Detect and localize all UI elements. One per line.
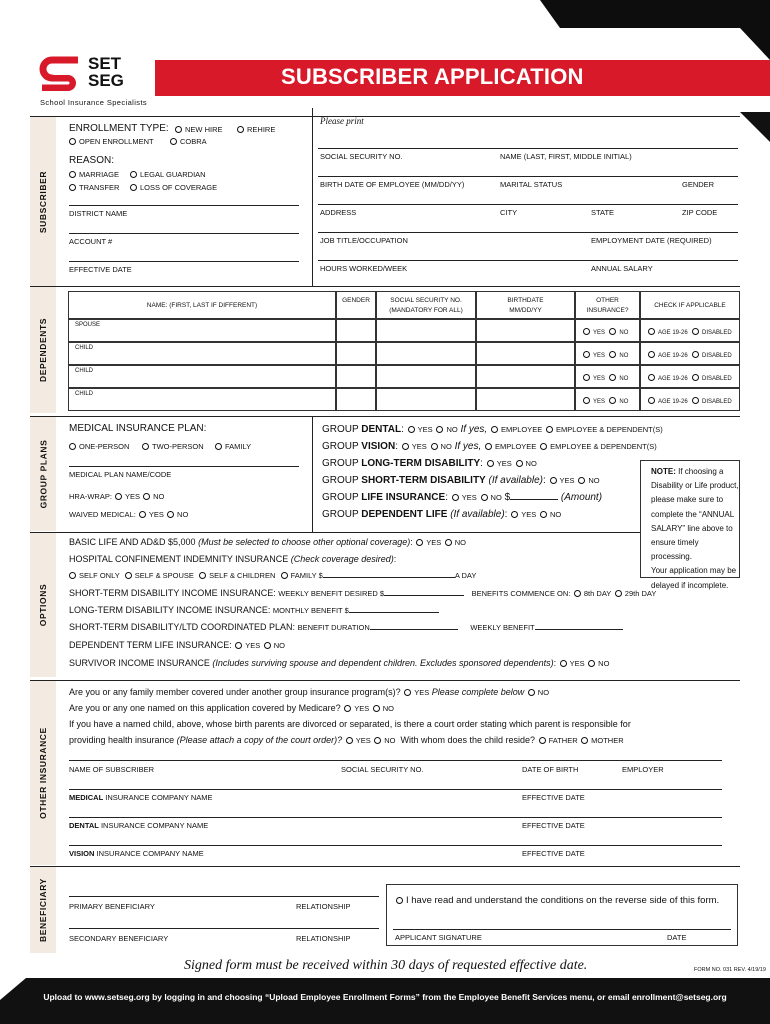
state-label: STATE: [591, 208, 615, 217]
life-amount-field[interactable]: [510, 499, 558, 500]
radio-icon[interactable]: [583, 328, 590, 335]
hours-worked-label: HOURS WORKED/WEEK: [320, 264, 408, 273]
note-line: Disability or Life product,: [651, 481, 739, 491]
dependent-cell: [575, 342, 640, 365]
group-dental-row: GROUP DENTAL: YES NO If yes, EMPLOYEE EMPLOYEE & DEPENDENT(S): [322, 424, 663, 435]
radio-icon[interactable]: [648, 397, 655, 404]
group-std-row: GROUP SHORT-TERM DISABILITY (If available): YES NO: [322, 475, 600, 486]
logo-text-set: SET: [88, 54, 122, 73]
dependent-cell[interactable]: [68, 388, 336, 411]
dependent-cell[interactable]: [336, 388, 376, 411]
other-insurance-choice: YES NO: [582, 397, 628, 405]
medical-effective-label: EFFECTIVE DATE: [522, 793, 585, 802]
col-name-header: NAME: (FIRST, LAST IF DIFFERENT): [146, 302, 258, 309]
group-ltd-row: GROUP LONG-TERM DISABILITY: YES NO: [322, 458, 537, 469]
radio-icon[interactable]: [692, 351, 699, 358]
note-line: If choosing a: [678, 467, 724, 476]
note-title: NOTE:: [651, 467, 676, 476]
radio-icon[interactable]: [540, 443, 547, 450]
marriage-option[interactable]: MARRIAGE: [68, 170, 119, 179]
radio-icon[interactable]: [540, 511, 547, 518]
subscriber-section-label: SUBSCRIBER: [38, 170, 49, 234]
group-life-row: GROUP LIFE INSURANCE: YES NO $ (Amount): [322, 492, 603, 503]
applicable-choice: AGE 19-26 DISABLED: [647, 328, 732, 336]
col-check-header: CHECK IF APPLICABLE: [654, 302, 726, 309]
dependent-cell[interactable]: [376, 388, 476, 411]
radio-icon[interactable]: [115, 493, 122, 500]
radio-icon: [142, 443, 149, 450]
q3-line2: providing health insurance (Please attach a copy of the court order)? YES NO With whom does the child reside? FATHER MOTHER: [69, 735, 624, 745]
dependent-cell: [575, 388, 640, 411]
medical-plan-label: MEDICAL INSURANCE PLAN:: [69, 423, 207, 434]
dependent-cell[interactable]: [336, 342, 376, 365]
radio-icon[interactable]: [445, 539, 452, 546]
radio-icon[interactable]: [648, 374, 655, 381]
applicable-choice: AGE 19-26 DISABLED: [647, 397, 732, 405]
ltd-monthly-field[interactable]: [349, 612, 439, 613]
family-option[interactable]: FAMILY: [214, 442, 251, 451]
radio-icon[interactable]: [408, 426, 415, 433]
radio-icon: [215, 443, 222, 450]
radio-icon[interactable]: [550, 477, 557, 484]
form-number: FORM NO. 031 REV. 4/19/19: [694, 967, 766, 973]
dependent-cell[interactable]: [476, 388, 575, 411]
dependent-cell[interactable]: [336, 365, 376, 388]
primary-beneficiary-label: PRIMARY BENEFICIARY: [69, 902, 155, 911]
note-line: SALARY” line above to: [651, 523, 733, 533]
radio-icon[interactable]: [692, 397, 699, 404]
radio-icon[interactable]: [167, 511, 174, 518]
waived-medical-row: WAIVED MEDICAL: YES NO: [69, 510, 189, 519]
weekly-benefit-field[interactable]: [535, 629, 623, 630]
other-insurance-choice: YES NO: [582, 374, 628, 382]
title-banner: [155, 60, 770, 96]
primary-relationship-label: RELATIONSHIP: [296, 902, 351, 911]
radio-icon[interactable]: [609, 374, 616, 381]
dependent-cell: [640, 388, 740, 411]
logo-text-seg: SEG: [88, 71, 124, 90]
applicable-choice: AGE 19-26 DISABLED: [647, 374, 732, 382]
radio-icon[interactable]: [609, 351, 616, 358]
enrollment-type-label: ENROLLMENT TYPE:: [69, 123, 169, 134]
oi-dob-label: DATE OF BIRTH: [522, 765, 579, 774]
radio-icon: [175, 126, 182, 133]
radio-icon[interactable]: [431, 443, 438, 450]
note-box: [640, 460, 740, 590]
radio-icon[interactable]: [402, 443, 409, 450]
radio-icon[interactable]: [609, 328, 616, 335]
basic-life-row: BASIC LIFE AND AD&D $5,000 (Must be selected to choose other optional coverage): YES NO: [69, 537, 466, 547]
dependent-row-label: CHILD: [75, 345, 94, 351]
zip-label: ZIP CODE: [682, 208, 718, 217]
radio-icon: [237, 126, 244, 133]
col-ssn-header: SOCIAL SECURITY NO.: [390, 297, 462, 304]
radio-icon[interactable]: [452, 494, 459, 501]
radio-icon[interactable]: [574, 590, 581, 597]
std-ltd-row: SHORT-TERM DISABILITY/LTD COORDINATED PLAN: BENEFIT DURATION WEEKLY BENEFIT: [69, 622, 623, 632]
medical-plan-name-field[interactable]: [69, 466, 299, 467]
dependents-sidebar: [30, 286, 56, 413]
dependents-section-label: DEPENDENTS: [38, 317, 48, 383]
radio-icon[interactable]: [485, 443, 492, 450]
dependent-row-label: SPOUSE: [75, 322, 101, 328]
signature-field[interactable]: [393, 929, 731, 930]
account-label: ACCOUNT #: [69, 237, 113, 246]
effective-date-field[interactable]: [69, 261, 299, 262]
radio-icon: [170, 138, 177, 145]
rehire-option[interactable]: REHIRE: [236, 125, 275, 134]
q3-line1: If you have a named child, above, whose birth parents are divorced or separated, is there a court order stating which parent is responsible for: [69, 719, 631, 729]
dependent-cell[interactable]: [68, 365, 336, 388]
please-print-note: Please print: [320, 116, 364, 126]
col-gender-header: GENDER: [342, 297, 370, 304]
secondary-beneficiary-field[interactable]: [69, 928, 379, 929]
radio-icon[interactable]: [373, 705, 380, 712]
radio-icon[interactable]: [436, 426, 443, 433]
account-field[interactable]: [69, 233, 299, 234]
radio-icon[interactable]: [581, 737, 588, 744]
dependent-cell: [640, 342, 740, 365]
acknowledge-checkbox[interactable]: I have read and understand the conditions on the reverse side of this form.: [395, 895, 719, 906]
note-text: [651, 465, 739, 593]
radio-icon[interactable]: [374, 737, 381, 744]
radio-icon[interactable]: [516, 460, 523, 467]
other-insurance-choice: YES NO: [582, 351, 628, 359]
radio-icon[interactable]: [235, 642, 242, 649]
job-title-label: JOB TITLE/OCCUPATION: [320, 236, 408, 245]
radio-icon: [69, 138, 76, 145]
radio-icon[interactable]: [491, 426, 498, 433]
group-plans-sidebar: [30, 416, 56, 531]
q2-row: Are you or any one named on this application covered by Medicare? YES NO: [69, 703, 394, 713]
radio-icon[interactable]: [588, 660, 595, 667]
medical-plan-name-label: MEDICAL PLAN NAME/CODE: [69, 470, 172, 479]
new-hire-option[interactable]: NEW HIRE: [174, 125, 223, 134]
vision-company-label: VISION INSURANCE COMPANY NAME: [69, 849, 204, 858]
dependent-row-label: CHILD: [75, 368, 94, 374]
dependent-cell: [575, 365, 640, 388]
signed-notice: Signed form must be received within 30 days of requested effective date.: [184, 958, 588, 973]
radio-icon: [130, 171, 137, 178]
radio-icon[interactable]: [481, 494, 488, 501]
radio-icon[interactable]: [528, 689, 535, 696]
survivor-row: SURVIVOR INCOME INSURANCE (Includes surviving spouse and dependent children. Excludes sponsored dependents): YES NO: [69, 658, 610, 668]
logo: [38, 54, 148, 104]
note-line: ensure timely processing.: [651, 538, 699, 562]
note-line: please make sure to: [651, 495, 724, 505]
beneficiary-sidebar: [30, 866, 56, 953]
oi-ssn-label: SOCIAL SECURITY NO.: [341, 765, 424, 774]
dependent-cell[interactable]: [476, 342, 575, 365]
radio-icon[interactable]: [692, 328, 699, 335]
dependent-cell[interactable]: [476, 319, 575, 342]
radio-icon[interactable]: [125, 572, 132, 579]
q1-row: Are you or any family member covered under another group insurance program(s)? YES Please complete below NO: [69, 687, 550, 697]
setseg-logo-icon: [38, 54, 86, 94]
radio-icon[interactable]: [487, 460, 494, 467]
note-line: delayed if incomplete.: [651, 580, 729, 590]
open-enrollment-option[interactable]: OPEN ENROLLMENT: [68, 137, 154, 146]
dependent-cell[interactable]: [376, 365, 476, 388]
hospital-amount-field[interactable]: [323, 577, 455, 578]
reason-label: REASON:: [69, 155, 115, 166]
employment-date-label: EMPLOYMENT DATE (REQUIRED): [591, 236, 712, 245]
transfer-option[interactable]: TRANSFER: [68, 183, 119, 192]
hospital-options-row: SELF ONLY SELF & SPOUSE SELF & CHILDREN FAMILY $ A DAY: [68, 571, 476, 580]
address-label: ADDRESS: [320, 208, 357, 217]
radio-icon[interactable]: [346, 737, 353, 744]
group-plans-section-label: GROUP PLANS: [38, 439, 49, 509]
beneficiary-section-label: BENEFICIARY: [38, 878, 48, 942]
group-vision-row: GROUP VISION: YES NO If yes, EMPLOYEE EMPLOYEE & DEPENDENT(S): [322, 441, 657, 452]
dependent-cell[interactable]: [68, 319, 336, 342]
other-insurance-sidebar: [30, 680, 56, 865]
radio-icon[interactable]: [609, 397, 616, 404]
applicant-signature-label: APPLICANT SIGNATURE: [395, 933, 482, 942]
radio-icon[interactable]: [583, 397, 590, 404]
signature-date-label: DATE: [667, 933, 687, 942]
col-other-subheader: INSURANCE?: [586, 307, 629, 314]
other-insurance-choice: YES NO: [582, 328, 628, 336]
col-birthdate-subheader: MM/DD/YY: [509, 307, 542, 314]
hospital-row: HOSPITAL CONFINEMENT INDEMNITY INSURANCE (Check coverage desired):: [69, 554, 397, 564]
dependent-cell[interactable]: [336, 319, 376, 342]
hra-wrap-row: HRA-WRAP: YES NO: [69, 492, 165, 501]
dependent-term-row: DEPENDENT TERM LIFE INSURANCE: YES NO: [69, 640, 285, 650]
secondary-relationship-label: RELATIONSHIP: [296, 934, 351, 943]
radio-icon: [69, 171, 76, 178]
other-insurance-section-label: OTHER INSURANCE: [38, 727, 48, 819]
note-line: complete the “ANNUAL: [651, 509, 735, 519]
secondary-beneficiary-label: SECONDARY BENEFICIARY: [69, 934, 169, 943]
radio-icon[interactable]: [546, 426, 553, 433]
options-sidebar: [30, 532, 56, 677]
radio-icon[interactable]: [648, 328, 655, 335]
vision-effective-label: EFFECTIVE DATE: [522, 849, 585, 858]
radio-icon[interactable]: [539, 737, 546, 744]
radio-icon: [69, 184, 76, 191]
dependent-cell[interactable]: [376, 319, 476, 342]
name-label: NAME (LAST, FIRST, MIDDLE INITIAL): [500, 152, 632, 161]
page-title: SUBSCRIBER APPLICATION: [281, 64, 584, 89]
radio-icon[interactable]: [281, 572, 288, 579]
radio-icon[interactable]: [648, 351, 655, 358]
note-line: Your application may be: [651, 566, 737, 576]
group-dependent-life-row: GROUP DEPENDENT LIFE (If available): YES NO: [322, 509, 562, 520]
ltd-income-row: LONG-TERM DISABILITY INCOME INSURANCE: MONTHLY BENEFIT $: [69, 605, 439, 615]
dental-effective-label: EFFECTIVE DATE: [522, 821, 585, 830]
legal-guardian-option[interactable]: LEGAL GUARDIAN: [129, 170, 206, 179]
oi-employer-label: EMPLOYER: [622, 765, 664, 774]
one-person-option[interactable]: ONE-PERSON: [68, 442, 129, 451]
city-label: CITY: [500, 208, 518, 217]
dental-company-label: DENTAL INSURANCE COMPANY NAME: [69, 821, 209, 830]
radio-icon[interactable]: [578, 477, 585, 484]
col-birthdate-header: BIRTHDATE: [507, 297, 544, 304]
radio-icon[interactable]: [143, 493, 150, 500]
radio-icon[interactable]: [404, 689, 411, 696]
dependent-cell: [640, 365, 740, 388]
annual-salary-label: ANNUAL SALARY: [591, 264, 653, 273]
tagline: School Insurance Specialists: [40, 98, 148, 107]
dependent-cell: [640, 319, 740, 342]
options-section-label: OPTIONS: [38, 583, 48, 627]
dependent-cell[interactable]: [476, 365, 575, 388]
radio-icon: [396, 897, 403, 904]
radio-icon: [130, 184, 137, 191]
dependent-cell: [575, 319, 640, 342]
signature-box: [386, 884, 738, 946]
applicable-choice: AGE 19-26 DISABLED: [647, 351, 732, 359]
dependent-cell[interactable]: [376, 342, 476, 365]
district-name-field[interactable]: [69, 205, 299, 206]
marital-status-label: MARITAL STATUS: [500, 180, 563, 189]
cobra-option[interactable]: COBRA: [169, 137, 207, 146]
radio-icon[interactable]: [69, 572, 76, 579]
radio-icon[interactable]: [416, 539, 423, 546]
col-ssn-subheader: (MANDATORY FOR ALL): [389, 307, 463, 314]
radio-icon[interactable]: [560, 660, 567, 667]
birth-date-label: BIRTH DATE OF EMPLOYEE (MM/DD/YY): [320, 180, 465, 189]
radio-icon[interactable]: [344, 705, 351, 712]
medical-company-label: MEDICAL INSURANCE COMPANY NAME: [69, 793, 213, 802]
radio-icon[interactable]: [615, 590, 622, 597]
col-other-header: OTHER: [596, 297, 619, 304]
primary-beneficiary-field[interactable]: [69, 896, 379, 897]
two-person-option[interactable]: TWO-PERSON: [141, 442, 204, 451]
effective-date-label: EFFECTIVE DATE: [69, 265, 132, 274]
upload-instructions: Upload to www.setseg.org by logging in and choosing “Upload Employee Enrollment Forms” from the Employee Benefit Services menu, or email enrollment@setseg.org: [43, 992, 727, 1002]
radio-icon[interactable]: [583, 351, 590, 358]
radio-icon[interactable]: [139, 511, 146, 518]
loss-of-coverage-option[interactable]: LOSS OF COVERAGE: [129, 183, 217, 192]
dependent-cell[interactable]: [68, 342, 336, 365]
benefit-duration-field[interactable]: [370, 629, 458, 630]
ssn-label: SOCIAL SECURITY NO.: [320, 152, 403, 161]
radio-icon[interactable]: [199, 572, 206, 579]
std-income-row: SHORT-TERM DISABILITY INCOME INSURANCE: WEEKLY BENEFIT DESIRED $ BENEFITS COMMENCE ON: 8th DAY 29th DAY: [69, 588, 657, 598]
radio-icon: [69, 443, 76, 450]
radio-icon[interactable]: [583, 374, 590, 381]
dependent-row-label: CHILD: [75, 391, 94, 397]
radio-icon[interactable]: [511, 511, 518, 518]
district-name-label: DISTRICT NAME: [69, 209, 128, 218]
subscriber-sidebar: [30, 116, 56, 287]
radio-icon[interactable]: [692, 374, 699, 381]
name-of-subscriber-label: NAME OF SUBSCRIBER: [69, 765, 155, 774]
gender-label: GENDER: [682, 180, 715, 189]
std-weekly-field[interactable]: [384, 595, 464, 596]
radio-icon[interactable]: [264, 642, 271, 649]
